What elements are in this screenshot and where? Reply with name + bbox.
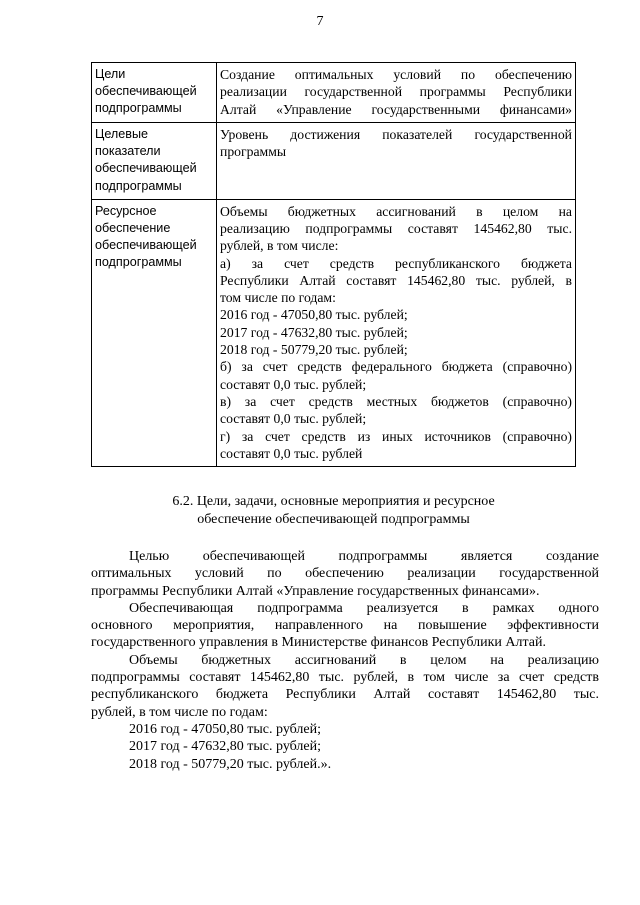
value-line: составят 0,0 тыс. рублей; — [220, 376, 367, 392]
label-line: обеспечение — [95, 220, 171, 235]
table-row-target-indicators — [92, 122, 576, 199]
body-text — [91, 548, 599, 773]
subprogram-passport-table — [91, 62, 576, 467]
value-line-year-2017: 2017 год - 47632,80 тыс. рублей; — [220, 324, 408, 340]
value-line: рублей, в том числе: — [220, 238, 339, 254]
paragraph-line: республиканского бюджета Республики Алтай составят 145462,80 тыс. — [91, 687, 599, 703]
value-line: Уровень достижения показателей государственной — [220, 126, 572, 142]
row-value-resource-provision — [217, 199, 576, 466]
value-line: реализации государственной программы Республики — [220, 84, 572, 100]
row-value-target-indicators — [217, 122, 576, 199]
value-line: а) за счет средств республиканского бюджета — [220, 255, 572, 271]
row-label-resource-provision — [92, 199, 217, 466]
row-value-goals — [217, 63, 576, 123]
value-line: б) за счет средств федерального бюджета (справочно) — [220, 359, 572, 375]
paragraph-budget — [91, 652, 599, 721]
label-line: подпрограммы — [95, 255, 182, 270]
label-line: подпрограммы — [95, 101, 182, 116]
value-line: Алтай «Управление государственными финансами» — [220, 101, 572, 117]
paragraph-line: программы Республики Алтай «Управление государственных финансами». — [91, 583, 540, 599]
section-heading-line: 6.2. Цели, задачи, основные мероприятия и ресурсное — [172, 494, 495, 509]
value-line-year-2016: 2016 год - 47050,80 тыс. рублей; — [220, 307, 408, 323]
label-line: показатели — [95, 144, 161, 159]
label-line: обеспечивающей — [95, 161, 197, 176]
value-line: г) за счет средств из иных источников (справочно) — [220, 428, 572, 444]
paragraph-line: Обеспечивающая подпрограмма реализуется в рамках одного — [129, 600, 599, 616]
page-number: 7 — [316, 14, 324, 29]
value-line: Объемы бюджетных ассигнований в целом на — [220, 203, 572, 219]
label-line: обеспечивающей — [95, 84, 197, 99]
paragraph-goal — [91, 548, 599, 600]
label-line: подпрограммы — [95, 178, 182, 193]
paragraph-line: рублей, в том числе по годам: — [91, 704, 268, 720]
value-line: составят 0,0 тыс. рублей; — [220, 411, 367, 427]
value-line: том числе по годам: — [220, 290, 336, 306]
table-row-resource-provision — [92, 199, 576, 466]
year-2017-line: 2017 год - 47632,80 тыс. рублей; — [129, 739, 322, 755]
label-line: Ресурсное — [95, 203, 157, 218]
paragraph-line: основного мероприятия, направленного на повышение эффективности — [91, 618, 599, 634]
row-label-target-indicators — [92, 122, 217, 199]
year-2018-line: 2018 год - 50779,20 тыс. рублей.». — [129, 756, 332, 772]
label-line: обеспечивающей — [95, 238, 197, 253]
value-line: Республики Алтай составят 145462,80 тыс. рублей, в — [220, 272, 572, 288]
paragraph-line: Целью обеспечивающей подпрограммы является создание — [129, 549, 599, 564]
label-line: Целевые — [95, 126, 149, 141]
value-line: составят 0,0 тыс. рублей — [220, 445, 363, 461]
paragraph-years — [91, 721, 599, 773]
paragraph-line: государственного управления в Министерстве финансов Республики Алтай. — [91, 635, 546, 651]
table-row-goals — [92, 63, 576, 123]
paragraph-line: Объемы бюджетных ассигнований в целом на реализацию — [129, 652, 599, 668]
value-line: Создание оптимальных условий по обеспечению — [220, 67, 572, 82]
value-line: программы — [220, 144, 287, 160]
label-line: Цели — [95, 67, 126, 81]
paragraph-line: подпрограммы составят 145462,80 тыс. рублей, в том числе за счет средств — [91, 670, 599, 686]
value-line: в) за счет средств местных бюджетов (справочно) — [220, 393, 572, 409]
row-label-goals — [92, 63, 217, 123]
year-2016-line: 2016 год - 47050,80 тыс. рублей; — [129, 721, 322, 737]
paragraph-line: оптимальных условий по обеспечению реализации государственной — [91, 566, 599, 582]
paragraph-implementation — [91, 600, 599, 652]
section-heading-line: обеспечение обеспечивающей подпрограммы — [197, 512, 470, 527]
value-line: реализацию подпрограммы составят 145462,80 тыс. — [220, 221, 572, 236]
value-line-year-2018: 2018 год - 50779,20 тыс. рублей; — [220, 342, 408, 358]
section-heading — [91, 493, 576, 529]
